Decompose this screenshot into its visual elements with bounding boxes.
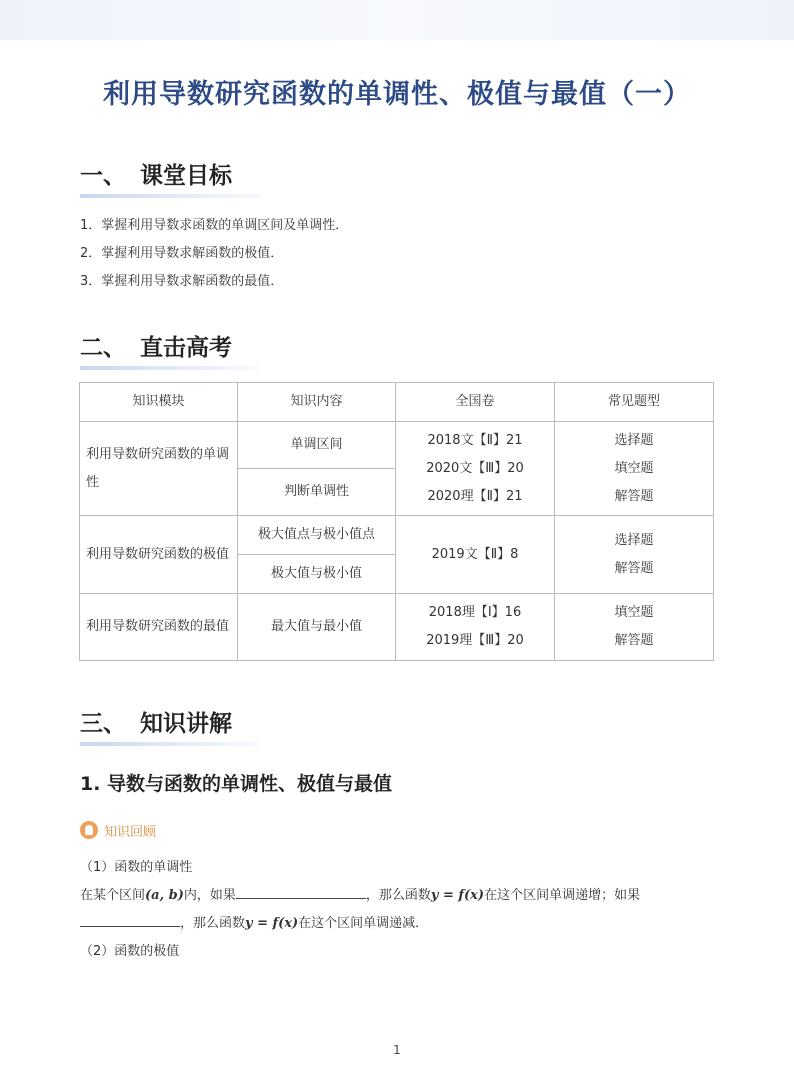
exam-ref: 2019理【Ⅲ】20	[426, 633, 524, 648]
exam-ref: 2019文【Ⅱ】8	[431, 546, 519, 562]
math-function: y = f(x)	[430, 888, 485, 903]
paragraph-extremum-heading: （2）函数的极值	[80, 944, 180, 959]
goal-item: 3．掌握利用导数求解函数的最值．	[80, 274, 284, 289]
question-type: 选择题	[614, 532, 654, 548]
type-cell	[555, 594, 714, 661]
table-row	[80, 516, 714, 555]
fill-in-blank	[236, 884, 366, 899]
text-run: 在某个区间	[80, 888, 146, 903]
exam-ref: 2018理【Ⅰ】16	[428, 605, 522, 620]
question-type: 选择题	[614, 432, 654, 448]
math-interval: (a, b)	[145, 888, 184, 903]
section-number: 三、	[80, 711, 126, 737]
document-title: 利用导数研究函数的单调性、极值与最值（一）	[103, 79, 691, 110]
exam-ref: 2018文【Ⅱ】21	[427, 432, 523, 448]
heading-underline	[80, 742, 260, 746]
question-type: 填空题	[614, 605, 654, 620]
section-title: 直击高考	[140, 335, 232, 361]
content-cell: 判断单调性	[238, 469, 396, 516]
paragraph-monotonicity-decrease	[80, 912, 428, 931]
fill-in-blank	[80, 912, 180, 927]
section-heading-knowledge	[80, 705, 232, 738]
table-row	[80, 422, 714, 469]
exam-cell	[396, 422, 555, 516]
section-title: 课堂目标	[140, 163, 232, 189]
question-type: 解答题	[614, 560, 654, 576]
heading-underline	[80, 366, 260, 370]
text-run: ，那么函数	[180, 916, 246, 931]
knowledge-recall-tag	[80, 819, 156, 841]
goal-list	[80, 215, 348, 299]
question-type: 解答题	[614, 488, 654, 504]
module-cell: 利用导数研究函数的单调性	[80, 422, 238, 516]
exam-cell	[396, 594, 555, 661]
exam-cell	[396, 516, 555, 594]
exam-ref: 2020理【Ⅱ】21	[427, 488, 523, 504]
paragraph-monotonicity-increase	[80, 884, 640, 903]
section-heading-exams	[80, 329, 232, 362]
text-run: ，那么函数	[365, 888, 431, 903]
table-row	[80, 594, 714, 661]
recall-label: 知识回顾	[104, 824, 157, 840]
column-header: 常见题型	[555, 383, 714, 422]
section-title: 知识讲解	[140, 711, 232, 737]
content-cell: 最大值与最小值	[238, 594, 396, 661]
content-cell: 极大值点与极小值点	[238, 516, 396, 555]
column-header: 知识模块	[80, 383, 238, 422]
heading-underline	[80, 194, 260, 198]
subsection-title: 1. 导数与函数的单调性、极值与最值	[80, 773, 393, 795]
type-cell	[555, 422, 714, 516]
column-header: 知识内容	[238, 383, 396, 422]
header-band	[0, 0, 794, 40]
exam-ref: 2020文【Ⅲ】20	[426, 460, 524, 476]
module-cell: 利用导数研究函数的极值	[80, 516, 238, 594]
question-type: 填空题	[614, 460, 654, 476]
column-header: 全国卷	[396, 383, 555, 422]
question-type: 解答题	[614, 633, 654, 648]
type-cell	[555, 516, 714, 594]
content-cell: 极大值与极小值	[238, 555, 396, 594]
section-number: 一、	[80, 163, 126, 189]
exam-table	[79, 382, 714, 661]
page-number: 1	[393, 1043, 401, 1057]
math-function: y = f(x)	[245, 916, 299, 931]
text-run: 在这个区间单调递减．	[298, 916, 429, 931]
text-run: 在这个区间单调递增；如果	[484, 888, 641, 903]
content-cell: 单调区间	[238, 422, 396, 469]
table-header-row	[80, 383, 714, 422]
goal-item: 1．掌握利用导数求函数的单调区间及单调性．	[80, 218, 349, 233]
section-heading-goals	[80, 157, 232, 190]
goal-item: 2．掌握利用导数求解函数的极值．	[80, 246, 284, 261]
lightbulb-icon	[80, 821, 98, 839]
paragraph-monotonicity-heading: （1）函数的单调性	[80, 860, 193, 875]
section-number: 二、	[80, 335, 126, 361]
module-cell: 利用导数研究函数的最值	[80, 594, 238, 661]
text-run: 内，如果	[183, 888, 236, 903]
